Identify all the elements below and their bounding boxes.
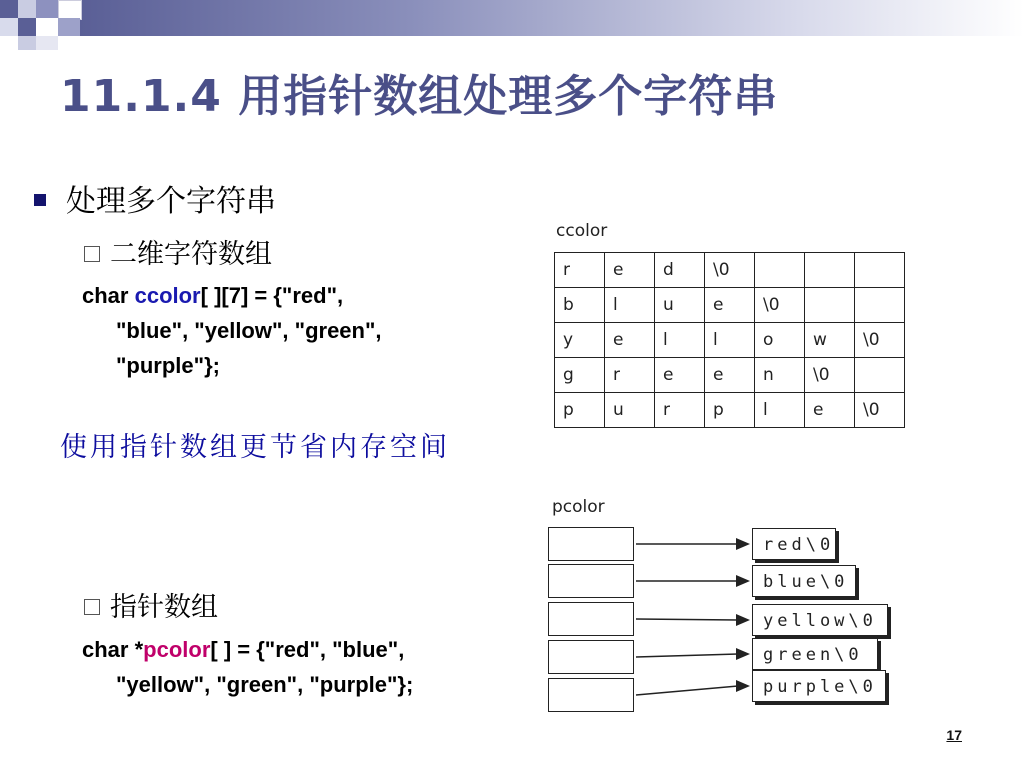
header-square-decoration xyxy=(58,0,82,20)
grid-cell: e xyxy=(705,288,755,323)
code-block-pcolor xyxy=(82,632,413,702)
grid-cell: \0 xyxy=(705,253,755,288)
string-literal-box: purple\0 xyxy=(752,670,886,702)
pointer-cell xyxy=(548,564,634,598)
pointer-cell xyxy=(548,602,634,636)
sub-bullet-pointer-array: 指针数组 xyxy=(110,592,218,623)
header-square-decoration xyxy=(36,18,58,36)
grid-cell: g xyxy=(555,358,605,393)
header-square-decoration xyxy=(58,18,80,36)
code-keyword: char xyxy=(82,283,135,308)
slide-title: 11.1.4 用指针数组处理多个字符串 xyxy=(60,71,779,122)
header-square-decoration xyxy=(0,0,18,18)
grid-cell: e xyxy=(805,393,855,428)
grid-cell: \0 xyxy=(755,288,805,323)
grid-cell: r xyxy=(555,253,605,288)
code-block-ccolor xyxy=(82,278,382,383)
code-keyword: char * xyxy=(82,637,144,662)
string-literal-box: yellow\0 xyxy=(752,604,888,636)
header-square-decoration xyxy=(36,36,58,50)
grid-cell: b xyxy=(555,288,605,323)
grid-row xyxy=(555,358,905,393)
header-square-decoration xyxy=(18,18,36,36)
grid-cell: n xyxy=(755,358,805,393)
code-line xyxy=(82,278,382,313)
header-square-decoration xyxy=(0,18,18,36)
arrowhead-icon xyxy=(736,614,750,626)
code-line: "purple"}; xyxy=(116,353,220,378)
grid-cell xyxy=(805,253,855,288)
arrowhead-icon xyxy=(736,680,750,692)
memory-note: 使用指针数组更节省内存空间 xyxy=(60,432,450,463)
grid-cell: l xyxy=(705,323,755,358)
grid-cell: r xyxy=(605,358,655,393)
arrow-line xyxy=(636,686,738,695)
code-variable-ccolor: ccolor xyxy=(134,283,201,308)
arrow-line xyxy=(636,654,738,657)
grid-cell: e xyxy=(705,358,755,393)
grid-cell: \0 xyxy=(855,393,905,428)
string-literal-box: red\0 xyxy=(752,528,836,560)
sub-bullet-2d-array: 二维字符数组 xyxy=(110,239,272,270)
header-square-decoration xyxy=(18,0,36,18)
grid-cell xyxy=(855,358,905,393)
header-square-decoration xyxy=(36,0,58,18)
grid-cell: r xyxy=(655,393,705,428)
grid-cell: e xyxy=(605,253,655,288)
grid-cell: e xyxy=(605,323,655,358)
grid-row xyxy=(555,323,905,358)
arrowhead-icon xyxy=(736,538,750,550)
grid-cell: p xyxy=(705,393,755,428)
grid-cell: p xyxy=(555,393,605,428)
page-number: 17 xyxy=(946,727,962,743)
arrowhead-icon xyxy=(736,648,750,660)
ccolor-label: ccolor xyxy=(556,221,608,241)
code-line: "yellow", "green", "purple"}; xyxy=(116,672,414,697)
header-gradient-bar xyxy=(80,0,1024,36)
sub-bullet-square-icon xyxy=(84,246,100,262)
grid-cell: \0 xyxy=(855,323,905,358)
grid-cell xyxy=(805,288,855,323)
arrowhead-icon xyxy=(736,575,750,587)
header-square-decoration xyxy=(18,36,36,50)
string-literal-box: green\0 xyxy=(752,638,878,670)
grid-cell xyxy=(855,288,905,323)
grid-cell xyxy=(855,253,905,288)
grid-cell: l xyxy=(755,393,805,428)
grid-row xyxy=(555,253,905,288)
code-line xyxy=(82,632,413,667)
grid-cell: u xyxy=(605,393,655,428)
ccolor-grid xyxy=(554,252,905,428)
grid-row xyxy=(555,393,905,428)
string-literal-box: blue\0 xyxy=(752,565,856,597)
arrow-line xyxy=(636,619,738,620)
grid-cell: l xyxy=(655,323,705,358)
grid-row xyxy=(555,288,905,323)
pointer-cell xyxy=(548,527,634,561)
grid-cell: o xyxy=(755,323,805,358)
sub-bullet-square-icon xyxy=(84,599,100,615)
code-line: "blue", "yellow", "green", xyxy=(116,318,382,343)
pcolor-label: pcolor xyxy=(552,497,605,517)
pointer-cell xyxy=(548,640,634,674)
bullet-text: 处理多个字符串 xyxy=(66,184,276,219)
pointer-cell xyxy=(548,678,634,712)
grid-cell: u xyxy=(655,288,705,323)
code-variable-pcolor: pcolor xyxy=(143,637,211,662)
grid-cell: d xyxy=(655,253,705,288)
grid-cell xyxy=(755,253,805,288)
code-text: [ ] = {"red", "blue", xyxy=(210,637,405,662)
code-text: [ ][7] = {"red", xyxy=(200,283,344,308)
grid-cell: \0 xyxy=(805,358,855,393)
grid-cell: e xyxy=(655,358,705,393)
grid-cell: y xyxy=(555,323,605,358)
grid-cell: l xyxy=(605,288,655,323)
bullet-square-icon xyxy=(34,194,46,206)
grid-cell: w xyxy=(805,323,855,358)
